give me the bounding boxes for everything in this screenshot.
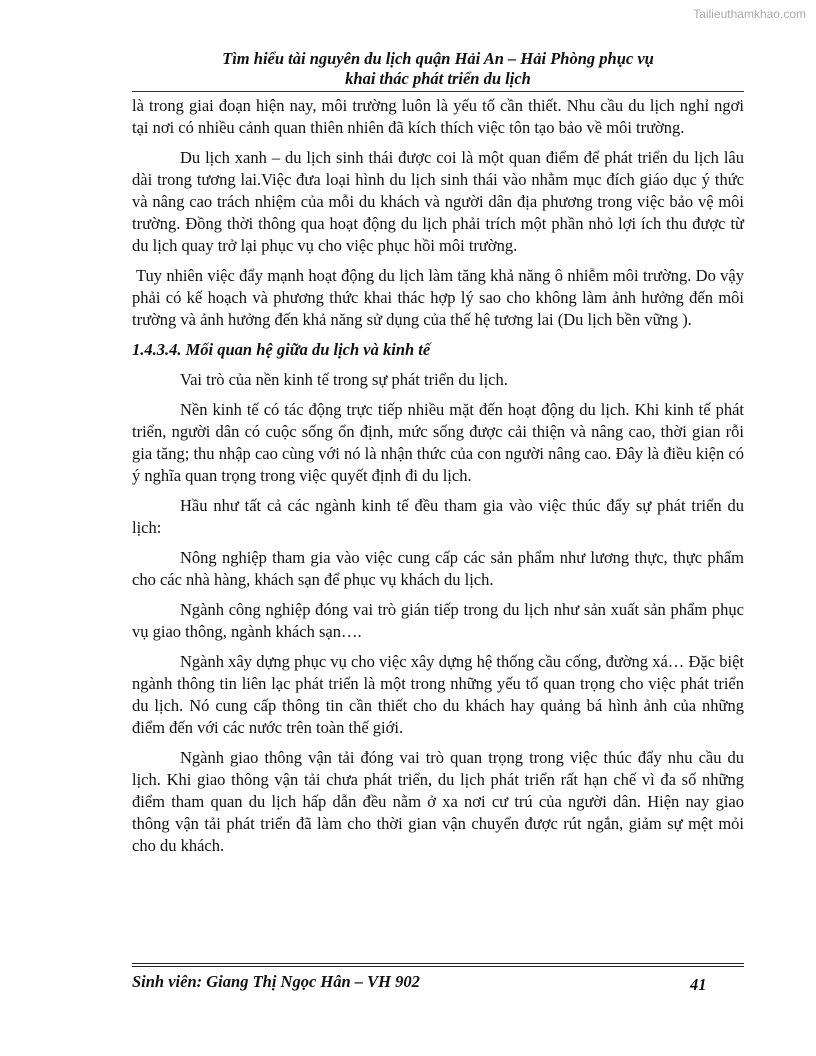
paragraph: Nông nghiệp tham gia vào việc cung cấp các sản phẩm như lương thực, thực phẩm cho các nhà hàng, khách sạn để phục vụ khách du lịch.: [132, 548, 744, 589]
section-heading: 1.4.3.4. Mối quan hệ giữa du lịch và kinh tế: [132, 340, 431, 359]
paragraph: Nền kinh tế có tác động trực tiếp nhiều mặt đến hoạt động du lịch. Khi kinh tế phát triển, người dân có cuộc sống ổn định, mức sống được cải thiện và nâng cao, thời gian rỗi gia tăng; thu nhập cao cùng với nó là nhận thức của con người nâng cao. Đây là điều kiện có ý nghĩa quan trọng trong việc quyết định đi du lịch.: [132, 400, 744, 485]
paragraph: Du lịch xanh – du lịch sinh thái được coi là một quan điểm để phát triển du lịch lâu dài trong tương lai.Việc đưa loại hình du lịch sinh thái vào nhằm mục đích giáo dục ý thức và nâng cao trách nhiệm của mỗi du khách và người dân địa phương trong việc bảo vệ môi trường. Đồng thời thông qua hoạt động du lịch phải trích một phần nhỏ lợi ích thu được từ du lịch quay trở lại phục vụ cho việc phục hồi môi trường.: [132, 148, 744, 255]
page-number: 41: [690, 975, 707, 994]
paragraph: Ngành công nghiệp đóng vai trò gián tiếp trong du lịch như sản xuất sản phẩm phục vụ giao thông, ngành khách sạn….: [132, 600, 744, 641]
paragraph: Ngành giao thông vận tải đóng vai trò quan trọng trong việc thúc đẩy nhu cầu du lịch. Khi giao thông vận tải chưa phát triển, du lịch phát triển rất hạn chế vì đa số những điểm tham quan du lịch hấp dẫn đều nằm ở xa nơi cư trú của người dân. Hiện nay giao thông vận tải phát triển đã làm cho thời gian vận chuyển được rút ngắn, giảm sự mệt mỏi cho du khách.: [132, 748, 744, 855]
paragraph: Vai trò của nền kinh tế trong sự phát triển du lịch.: [180, 370, 508, 389]
footer-divider: [132, 963, 744, 964]
paragraph: Ngành xây dựng phục vụ cho việc xây dựng hệ thống cầu cống, đường xá… Đặc biệt ngành thông tin liên lạc phát triển là một trong những yếu tố quan trọng cho việc phát triển du lịch. Nó cung cấp thông tin cần thiết cho du khách hay quảng bá hình ảnh của những điểm đến với các nước trên toàn thế giới.: [132, 652, 744, 737]
header-title-line-2: khai thác phát triển du lịch: [345, 69, 531, 88]
page-header: [132, 49, 744, 89]
paragraph: Tuy nhiên việc đẩy mạnh hoạt động du lịch làm tăng khả năng ô nhiễm môi trường. Do vậy phải có kế hoạch và phương thức khai thác hợp lý sao cho không làm ảnh hưởng đến môi trường và ảnh hưởng đến khả năng sử dụng của thế hệ tương lai (Du lịch bền vững ).: [132, 266, 744, 329]
document-body: [132, 95, 744, 865]
paragraph: Hầu như tất cả các ngành kinh tế đều tham gia vào việc thúc đẩy sự phát triển du lịch:: [132, 496, 744, 537]
paragraph: là trong giai đoạn hiện nay, môi trường luôn là yếu tố cần thiết. Nhu cầu du lịch nghỉ ngơi tại nơi có nhiều cảnh quan thiên nhiên đã kích thích việc tôn tạo bảo về môi trường.: [132, 96, 744, 137]
watermark: Tailieuthamkhao.com: [693, 7, 806, 21]
header-title-line-1: Tìm hiểu tài nguyên du lịch quận Hải An – Hải Phòng phục vụ: [222, 49, 654, 68]
header-divider: [132, 91, 744, 92]
footer-divider-thin: [132, 966, 744, 967]
footer-student: Sinh viên: Giang Thị Ngọc Hân – VH 902: [132, 972, 420, 991]
